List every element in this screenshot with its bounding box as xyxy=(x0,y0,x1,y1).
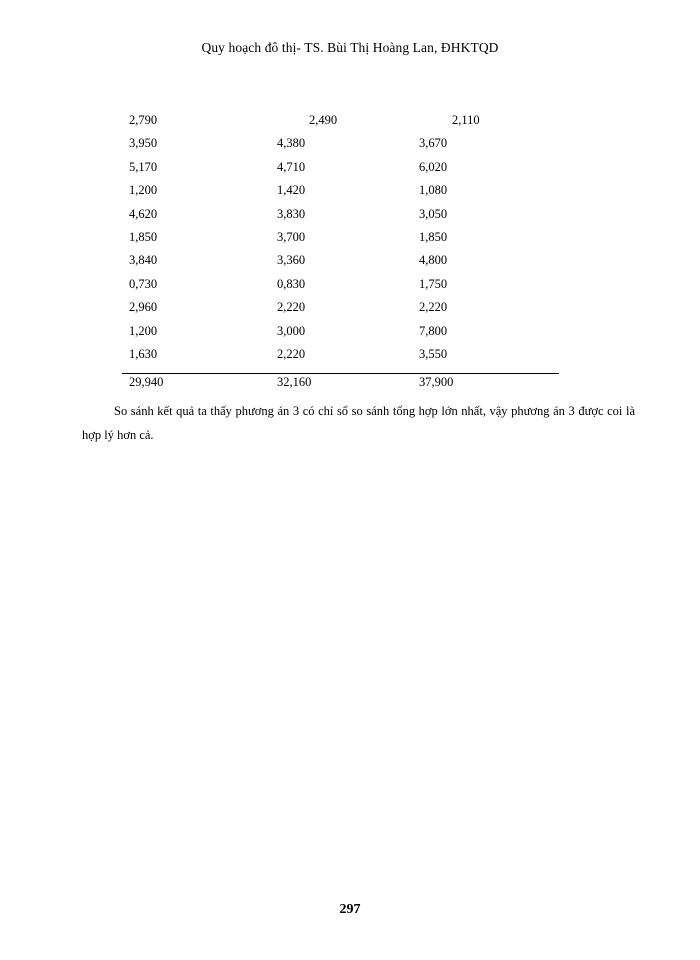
table-row xyxy=(0,113,700,136)
table-cell: 5,170 xyxy=(129,159,158,174)
table-cell: 1,200 xyxy=(129,323,158,338)
table-cell: 3,830 xyxy=(277,206,306,221)
table-cell: 0,830 xyxy=(277,276,306,291)
table-row xyxy=(0,183,700,206)
table-cell: 2,110 xyxy=(452,113,480,127)
table-cell: 1,420 xyxy=(277,183,306,198)
table-cell: 2,790 xyxy=(129,113,158,127)
table-cell: 3,840 xyxy=(129,253,158,268)
total-cell: 29,940 xyxy=(129,375,164,389)
table-row xyxy=(0,347,700,370)
table-row xyxy=(0,207,700,230)
table-cell: 1,630 xyxy=(129,346,158,361)
table-cell: 3,360 xyxy=(277,253,306,268)
table-cell: 3,670 xyxy=(419,136,448,151)
table-cell: 3,700 xyxy=(277,229,306,244)
table-row xyxy=(0,300,700,323)
paragraph-text: So sánh kết quả ta thấy phương án 3 có chỉ số so sánh tổng hợp lớn nhất, vậy phương án 3 được coi là hợp lý hơn cả. xyxy=(82,404,635,442)
table-cell: 6,020 xyxy=(419,159,448,174)
table-cell: 2,220 xyxy=(419,300,448,315)
table-cell: 3,050 xyxy=(419,206,448,221)
table-cell: 2,220 xyxy=(277,300,306,315)
total-divider-line xyxy=(122,373,559,374)
running-header: Quy hoạch đô thị- TS. Bùi Thị Hoàng Lan, ĐHKTQD xyxy=(201,40,499,55)
table-cell: 1,850 xyxy=(419,229,448,244)
data-table xyxy=(0,113,700,370)
conclusion-paragraph xyxy=(82,399,635,447)
table-cell: 4,800 xyxy=(419,253,448,268)
table-row xyxy=(0,277,700,300)
table-row xyxy=(0,160,700,183)
table-cell: 4,710 xyxy=(277,159,306,174)
totals-row xyxy=(0,375,700,393)
table-cell: 2,490 xyxy=(309,113,338,127)
page-number: 297 xyxy=(339,902,361,917)
table-row xyxy=(0,324,700,347)
table-row xyxy=(0,253,700,276)
table-cell: 7,800 xyxy=(419,323,448,338)
table-cell: 4,380 xyxy=(277,136,306,151)
table-cell: 0,730 xyxy=(129,276,158,291)
table-cell: 1,850 xyxy=(129,229,158,244)
total-cell: 37,900 xyxy=(419,375,454,389)
table-row xyxy=(0,136,700,159)
table-cell: 1,080 xyxy=(419,183,448,198)
table-cell: 1,200 xyxy=(129,183,158,198)
total-cell: 32,160 xyxy=(277,375,312,389)
table-cell: 4,620 xyxy=(129,206,158,221)
table-cell: 3,950 xyxy=(129,136,158,151)
table-cell: 1,750 xyxy=(419,276,448,291)
table-cell: 3,550 xyxy=(419,346,448,361)
table-cell: 2,960 xyxy=(129,300,158,315)
table-cell: 3,000 xyxy=(277,323,306,338)
table-row xyxy=(0,230,700,253)
table-cell: 2,220 xyxy=(277,346,306,361)
